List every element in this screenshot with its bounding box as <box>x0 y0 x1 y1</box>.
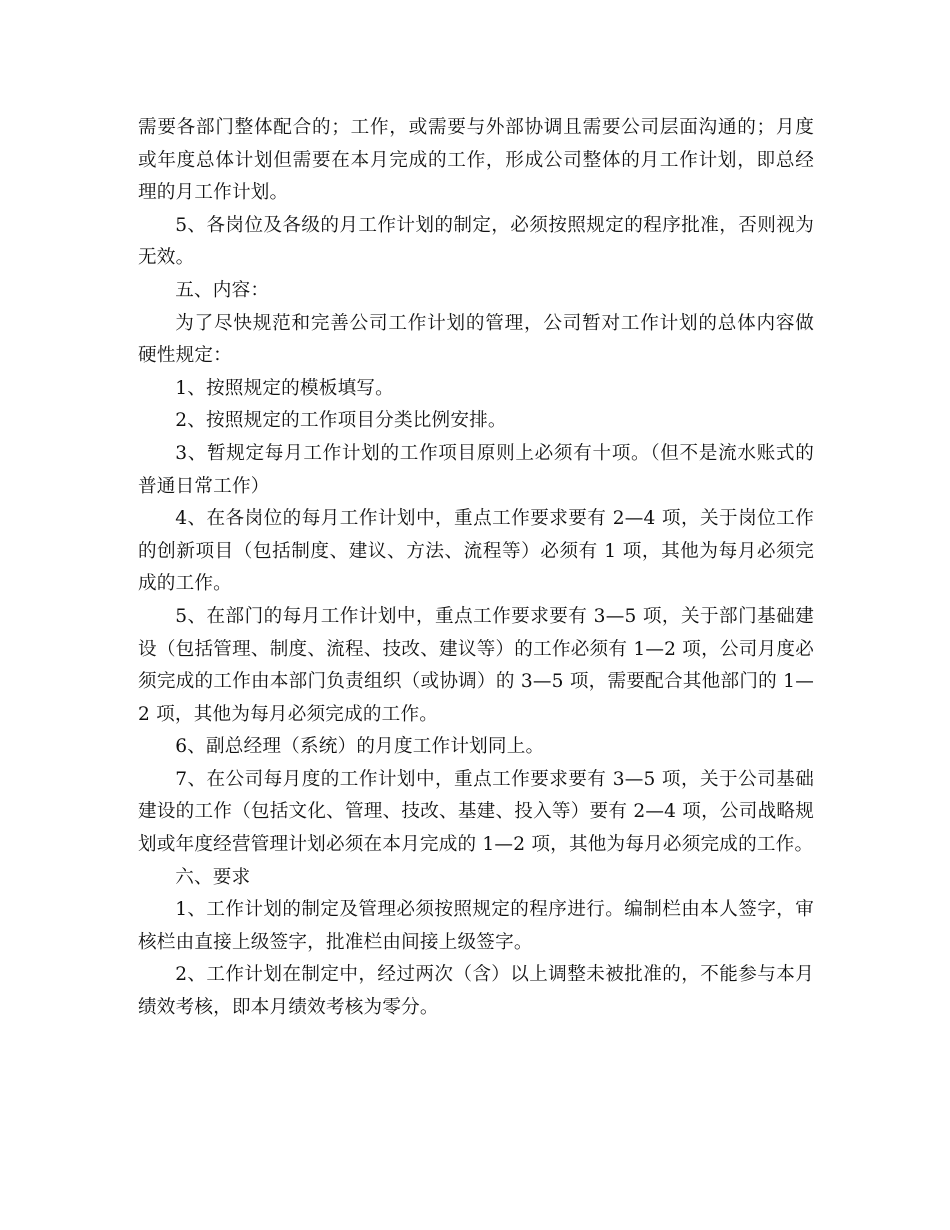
paragraph-content-item-4: 4、在各岗位的每月工作计划中，重点工作要求要有 2—4 项，关于岗位工作的创新项目（包括制度、建议、方法、流程等）必须有 1 项，其他为每月必须完成的工作。 <box>138 508 814 595</box>
paragraph-requirement-1: 1、工作计划的制定及管理必须按照规定的程序进行。编制栏由本人签字，审核栏由直接上级签字，批准栏由间接上级签字。 <box>138 899 814 953</box>
paragraph-item-5-approval: 5、各岗位及各级的月工作计划的制定，必须按照规定的程序批准，否则视为无效。 <box>138 214 814 269</box>
paragraph-requirement-2: 2、工作计划在制定中，经过两次（含）以上调整未被批准的，不能参与本月绩效考核，即本月绩效考核为零分。 <box>138 964 814 1019</box>
paragraph-content-intro: 为了尽快规范和完善公司工作计划的管理，公司暂对工作计划的总体内容做硬性规定： <box>138 312 814 367</box>
section-heading-content: 五、内容： <box>175 279 270 301</box>
paragraph-content-item-7: 7、在公司每月度的工作计划中，重点工作要求要有 3—5 项，关于公司基础建设的工作（包括文化、管理、技改、基建、投入等）要有 2—4 项，公司战略规划或年度经营管理计划必须在本月完成的 1—2 项，其他为每月必须完成的工作。 <box>138 768 814 856</box>
paragraph-content-item-5: 5、在部门的每月工作计划中，重点工作要求要有 3—5 项，关于部门基础建设（包括管理、制度、流程、技改、建议等）的工作必须有 1—2 项，公司月度必须完成的工作由本部门负责组织（或协调）的 3—5 项，需要配合其他部门的 1—2 项，其他为每月必须完成的工作。 <box>138 605 814 725</box>
paragraph-content-item-3: 3、暂规定每月工作计划的工作项目原则上必须有十项。（但不是流水账式的普通日常工作） <box>138 442 814 497</box>
section-heading-requirements: 六、要求 <box>175 866 251 888</box>
paragraph-content-item-6: 6、副总经理（系统）的月度工作计划同上。 <box>175 736 545 758</box>
document-body <box>138 112 814 1025</box>
paragraph-continuation: 需要各部门整体配合的；工作，或需要与外部协调且需要公司层面沟通的；月度或年度总体计划但需要在本月完成的工作，形成公司整体的月工作计划，即总经理的月工作计划。 <box>138 117 814 204</box>
paragraph-content-item-2: 2、按照规定的工作项目分类比例安排。 <box>175 410 507 432</box>
paragraph-content-item-1: 1、按照规定的模板填写。 <box>175 377 394 399</box>
